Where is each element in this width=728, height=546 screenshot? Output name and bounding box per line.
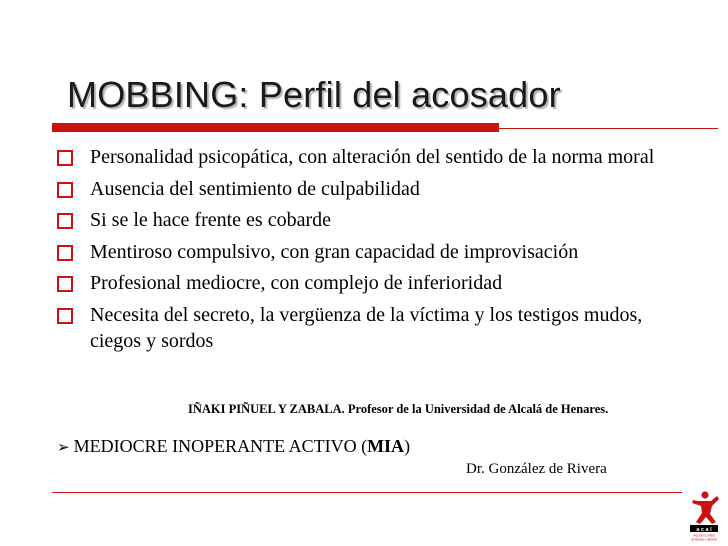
logo-caption-1: Acción Contra (693, 533, 715, 538)
title-underline-thick (52, 123, 499, 132)
mia-text-after: ) (404, 436, 411, 456)
quote-attribution: IÑAKI PIÑUEL Y ZABALA. Profesor de la Universidad de Alcalá de Henares. (188, 402, 609, 416)
square-bullet-icon (57, 150, 73, 166)
acal-logo (684, 490, 724, 542)
slide-title: MOBBING: Perfil del acosador (67, 74, 561, 115)
bullet-item (56, 207, 696, 234)
bullet-item (56, 176, 696, 203)
square-bullet-icon (57, 276, 73, 292)
figure-icon (692, 491, 719, 524)
square-bullet-icon (57, 182, 73, 198)
bullet-text: Profesional mediocre, con complejo de inferioridad (90, 272, 503, 294)
bullet-text: Personalidad psicopática, con alteración del sentido de la norma moral (90, 146, 655, 168)
bullet-item (56, 144, 696, 171)
bullet-item (56, 239, 696, 266)
mia-attribution: Dr. González de Rivera (466, 461, 607, 477)
square-bullet-icon (57, 245, 73, 261)
square-bullet-icon (57, 213, 73, 229)
bullet-item (56, 270, 696, 297)
square-bullet-icon (57, 308, 73, 324)
bullet-item (56, 302, 696, 355)
logo-caption-2: el Acoso Laboral (691, 537, 717, 542)
bullet-list (56, 144, 696, 360)
title-underline-thin (499, 128, 718, 129)
mia-text-before: MEDIOCRE INOPERANTE ACTIVO ( (73, 436, 368, 456)
bullet-text: Necesita del secreto, la vergüenza de la víctima y los testigos mudos, ciegos y sordos (90, 303, 643, 352)
mia-definition (57, 436, 410, 457)
footer-rule (52, 492, 682, 493)
bullet-text: Si se le hace frente es cobarde (90, 209, 331, 231)
bullet-text: Mentiroso compulsivo, con gran capacidad de improvisación (90, 240, 579, 263)
arrow-bullet-icon: ➢ (57, 440, 70, 456)
bullet-text: Ausencia del sentimiento de culpabilidad (90, 177, 420, 200)
logo-letters: a c a l (696, 526, 712, 533)
mia-acronym: MIA (367, 436, 405, 456)
